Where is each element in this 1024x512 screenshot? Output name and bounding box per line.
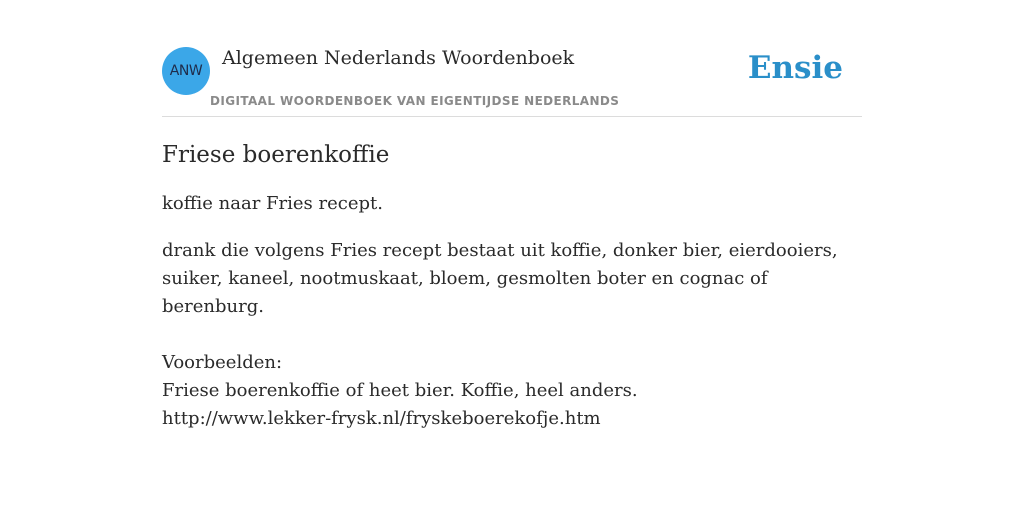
site-subtitle: DIGITAAL WOORDENBOEK VAN EIGENTIJDSE NEDERLANDS bbox=[210, 94, 620, 108]
entry-title: Friese boerenkoffie bbox=[162, 142, 390, 168]
long-definition: drank die volgens Fries recept bestaat uit koffie, donker bier, eierdooiers, suiker, kaneel, nootmuskaat, bloem, gesmolten boter en cognac of berenburg. bbox=[162, 240, 838, 317]
example-text: Friese boerenkoffie of heet bier. Koffie, heel anders. bbox=[162, 380, 638, 401]
examples-section bbox=[162, 349, 862, 433]
examples-label: Voorbeelden: bbox=[162, 352, 283, 373]
site-header bbox=[162, 40, 862, 117]
site-title[interactable]: Algemeen Nederlands Woordenboek bbox=[222, 47, 575, 69]
anw-logo[interactable]: ANW bbox=[162, 47, 210, 95]
example-source: http://www.lekker-frysk.nl/fryskeboerekofje.htm bbox=[162, 408, 601, 429]
short-definition: koffie naar Fries recept. bbox=[162, 193, 383, 214]
entry-content bbox=[162, 140, 862, 433]
ensie-brand-logo[interactable]: Ensie bbox=[747, 50, 843, 86]
